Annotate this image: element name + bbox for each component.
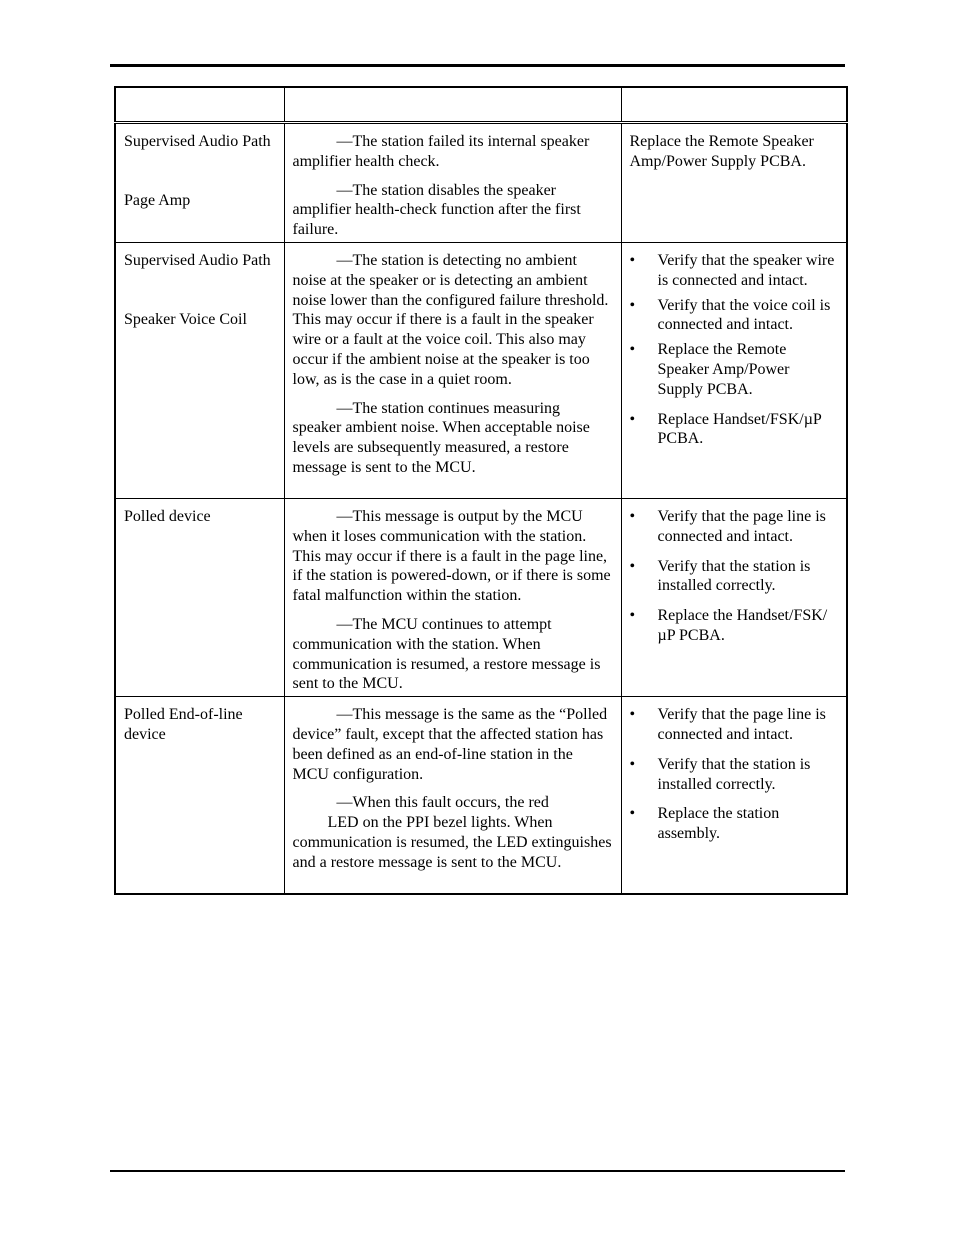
fault-description-cell	[284, 697, 621, 894]
fault-subtype: Page Amp	[124, 191, 191, 209]
fault-recovery: —The MCU continues to attempt communication with the station. When communication is resumed, a restore message is sent to the MCU.	[292, 615, 601, 693]
list-item	[630, 251, 839, 291]
header-cell-fault	[115, 87, 284, 123]
fault-name: Polled device	[124, 507, 211, 525]
list-item	[630, 507, 839, 547]
header-cell-description	[284, 87, 621, 123]
fault-description: —The station failed its internal speaker amplifier health check.	[292, 133, 590, 170]
action-list	[630, 507, 839, 646]
action-text: Verify that the speaker wire is connected and intact.	[657, 251, 835, 289]
table-header	[115, 87, 847, 123]
table-row	[115, 498, 847, 696]
corrective-action: Replace the Remote Speaker Amp/Power Supply PCBA.	[629, 133, 814, 170]
footer-rule	[110, 1170, 845, 1172]
action-list	[630, 705, 839, 844]
bullet-icon: •	[629, 755, 636, 773]
bullet-icon: •	[629, 607, 636, 625]
list-item	[630, 340, 839, 399]
bullet-icon: •	[629, 557, 636, 575]
fault-description: —This message is output by the MCU when it loses communication with the station. This may occur if there is a fault in the page line, if the station is powered-down, or if there is some fatal malfunction within the station.	[292, 507, 611, 605]
fault-recovery-rest: LED on the PPI bezel lights. When communication is resumed, the LED extinguishes and a restore message is sent to the MCU.	[292, 814, 612, 871]
action-text: Replace the station assembly.	[657, 805, 780, 843]
bullet-icon: •	[629, 251, 636, 269]
bullet-icon: •	[629, 410, 636, 428]
header-cell-action	[621, 87, 847, 123]
fault-subtype: Speaker Voice Coil	[124, 310, 247, 328]
corrective-action-cell	[621, 697, 847, 894]
fault-name-cell	[115, 242, 284, 498]
bullet-icon: •	[629, 296, 636, 314]
action-text: Verify that the station is installed correctly.	[657, 557, 811, 595]
action-text: Verify that the page line is connected and intact.	[657, 507, 826, 545]
list-item	[630, 705, 839, 745]
list-item	[630, 606, 839, 646]
list-item	[630, 410, 839, 450]
header-row	[115, 87, 847, 123]
fault-name-cell	[115, 697, 284, 894]
fault-description-cell	[284, 498, 621, 696]
fault-recovery-first-line: —When this fault occurs, the red	[336, 794, 549, 812]
corrective-action-cell	[621, 498, 847, 696]
bullet-icon: •	[629, 507, 636, 525]
fault-description-cell	[284, 123, 621, 243]
fault-name-cell	[115, 123, 284, 243]
action-text: Verify that the voice coil is connected and intact.	[657, 296, 831, 334]
fault-description: —This message is the same as the “Polled device” fault, except that the affected station has been defined as an end-of-line station in the MCU configuration.	[292, 706, 608, 783]
fault-name: Polled End-of-line device	[124, 706, 243, 743]
fault-recovery-indent	[293, 814, 328, 831]
fault-name-cell	[115, 498, 284, 696]
action-text: Replace Handset/FSK/µP PCBA.	[657, 410, 822, 448]
fault-recovery: —The station disables the speaker amplifier health-check function after the first failure.	[292, 181, 581, 239]
action-text: Replace the Handset/FSK/µP PCBA.	[657, 607, 828, 644]
corrective-action-cell	[621, 242, 847, 498]
action-text: Verify that the page line is connected and intact.	[657, 706, 826, 743]
list-item	[630, 557, 839, 597]
fault-recovery: —The station continues measuring speaker ambient noise. When acceptable noise levels are subsequently measured, a restore message is sent to the MCU.	[292, 399, 590, 476]
list-item	[630, 296, 839, 336]
corrective-action-cell	[621, 123, 847, 243]
table-row	[115, 697, 847, 894]
bullet-icon: •	[629, 706, 636, 724]
bullet-icon: •	[629, 805, 636, 823]
fault-recovery	[293, 793, 613, 872]
header-rule	[110, 64, 845, 67]
action-list	[630, 251, 839, 449]
bullet-icon: •	[629, 341, 636, 359]
list-item	[630, 755, 839, 795]
fault-description: —The station is detecting no ambient noise at the speaker or is detecting an ambient noise lower than the configured failure threshold. This may occur if there is a fault in the speaker wire or a fault at the voice coil. This also may occur if the ambient noise at the speaker is too low, as is the case in a quiet room.	[292, 251, 609, 388]
fault-name: Supervised Audio Path	[124, 251, 271, 269]
table-row	[115, 242, 847, 498]
fault-description-cell	[284, 242, 621, 498]
fault-table	[114, 86, 848, 895]
action-text: Replace the Remote Speaker Amp/Power Supply PCBA.	[657, 341, 790, 398]
action-text: Verify that the station is installed correctly.	[657, 755, 811, 793]
fault-name: Supervised Audio Path	[124, 133, 271, 150]
table-row	[115, 123, 847, 243]
list-item	[630, 804, 839, 844]
